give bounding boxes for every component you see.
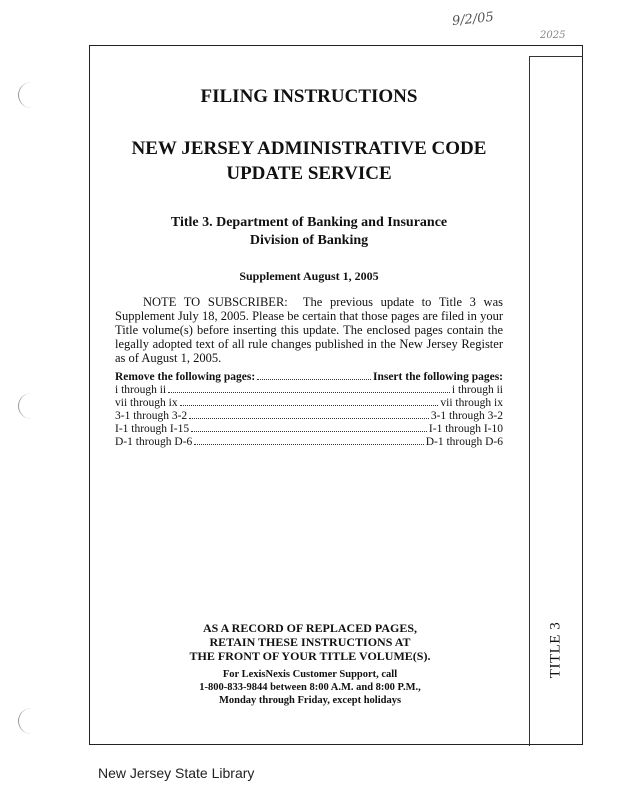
table-row	[115, 397, 503, 410]
subtitle-line-1: NEW JERSEY ADMINISTRATIVE CODE	[131, 138, 487, 159]
customer-support	[180, 668, 440, 707]
support-line-2: 1-800-833-9844 between 8:00 A.M. and 8:00 P.M.,	[199, 682, 421, 693]
record-line-1: AS A RECORD OF REPLACED PAGES,	[202, 621, 418, 635]
remove-pages: 3-1 through 3-2	[115, 410, 188, 422]
insert-pages: i through ii	[451, 384, 503, 396]
library-stamp: New Jersey State Library	[98, 765, 255, 781]
leader-dots	[168, 392, 450, 393]
remove-pages: vii through ix	[115, 397, 178, 409]
title-tab-label: TITLE 3	[547, 621, 564, 679]
leader-dots	[257, 379, 371, 380]
note-text: The previous update to Title 3 was Supplement July 18, 2005. Please be certain that those pages are filed in your Title volume(s) before inserting this update. The enclosed pages contain the legally adopted text of all rule changes published in the New Jersey Register as of August 1, 2005.	[115, 295, 504, 365]
table-header-row	[115, 371, 503, 384]
support-line-1: For LexisNexis Customer Support, call	[222, 669, 398, 680]
table-row	[115, 423, 503, 436]
leader-dots	[180, 405, 439, 406]
tab-top-edge	[529, 56, 583, 57]
leader-dots	[189, 418, 429, 419]
insert-pages: vii through ix	[440, 397, 503, 409]
subtitle-line-2: UPDATE SERVICE	[226, 163, 392, 184]
handwritten-date: 9/2/05	[451, 9, 495, 30]
supplement-date: Supplement August 1, 2005	[239, 269, 379, 283]
remove-pages: I-1 through I-15	[115, 423, 190, 435]
table-row	[115, 436, 503, 449]
record-notice	[180, 621, 440, 663]
punch-hole-middle	[18, 393, 45, 419]
page-replacement-table	[115, 371, 503, 449]
insert-header: Insert the following pages:	[372, 371, 503, 383]
title-info	[100, 214, 518, 250]
table-row	[115, 410, 503, 423]
title-info-line-1: Title 3. Department of Banking and Insurance	[170, 215, 448, 230]
insert-pages: I-1 through I-10	[428, 423, 503, 435]
remove-pages: D-1 through D-6	[115, 436, 193, 448]
note-label: NOTE TO SUBSCRIBER:	[143, 295, 288, 309]
insert-pages: 3-1 through 3-2	[430, 410, 503, 422]
title-info-line-2: Division of Banking	[249, 233, 369, 248]
record-line-3: THE FRONT OF YOUR TITLE VOLUME(S).	[189, 649, 431, 663]
tab-divider	[529, 56, 530, 746]
insert-pages: D-1 through D-6	[425, 436, 503, 448]
subscriber-note	[115, 295, 503, 365]
remove-pages: i through ii	[115, 384, 167, 396]
leader-dots	[191, 431, 427, 432]
remove-header: Remove the following pages:	[115, 371, 256, 383]
subtitle	[100, 136, 518, 186]
page-title: FILING INSTRUCTIONS	[200, 86, 418, 107]
leader-dots	[194, 444, 423, 445]
record-line-2: RETAIN THESE INSTRUCTIONS AT	[209, 635, 411, 649]
support-line-3: Monday through Friday, except holidays	[218, 695, 402, 706]
handwritten-mark: 2025	[540, 30, 566, 41]
punch-hole-top	[18, 82, 45, 108]
punch-hole-bottom	[18, 708, 45, 734]
table-row	[115, 384, 503, 397]
